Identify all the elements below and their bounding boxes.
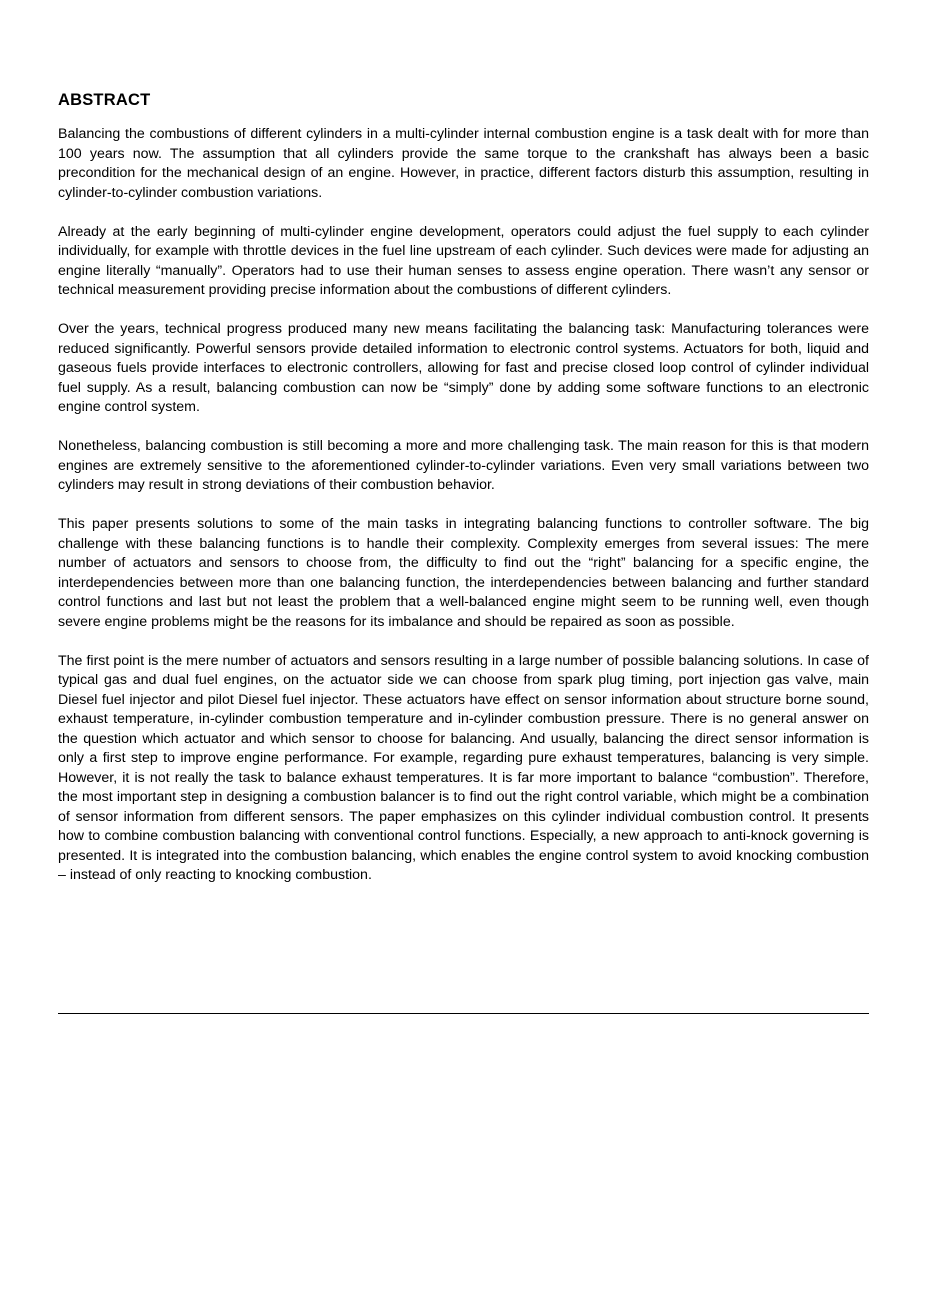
abstract-paragraph: This paper presents solutions to some of the main tasks in integrating balancing functions to controller software. The big challenge with these balancing functions is to handle their complexity. Complexity emerges from several issues: The mere number of actuators and sensors to choose from, the difficulty to find out the “right” balancing for a specific engine, the interdependencies between more than one balancing function, the interdependencies between balancing and further standard control functions and last but not least the problem that a well-balanced engine might seem to be running well, even though severe engine problems might be the reasons for its imbalance and should be repaired as soon as possible. [58, 516, 869, 630]
abstract-paragraph: Already at the early beginning of multi-cylinder engine development, operators could adjust the fuel supply to each cylinder individually, for example with throttle devices in the fuel line upstream of each cylinder. Such devices were made for adjusting an engine literally “manually”. Operators had to use their human senses to assess engine operation. There wasn’t any sensor or technical measurement providing precise information about the combustions of different cylinders. [58, 223, 869, 298]
abstract-paragraph: Over the years, technical progress produced many new means facilitating the balancing task: Manufacturing tolerances were reduced significantly. Powerful sensors provide detailed information to electronic control systems. Actuators for both, liquid and gaseous fuels provide interfaces to electronic controllers, allowing for fast and precise closed loop control of cylinder individual fuel supply. As a result, balancing combustion can now be “simply” done by adding some software functions to an electronic engine control system. [58, 321, 869, 415]
abstract-paragraph: Nonetheless, balancing combustion is still becoming a more and more challenging task. The main reason for this is that modern engines are extremely sensitive to the aforementioned cylinder-to-cylinder variations. Even very small variations between two cylinders may result in strong deviations of their combustion behavior. [58, 438, 869, 493]
abstract-paragraph: Balancing the combustions of different cylinders in a multi-cylinder internal combustion engine is a task dealt with for more than 100 years now. The assumption that all cylinders provide the same torque to the crankshaft has always been a basic precondition for the mechanical design of an engine. However, in practice, different factors disturb this assumption, resulting in cylinder-to-cylinder combustion variations. [58, 126, 869, 201]
abstract-paragraph: The first point is the mere number of actuators and sensors resulting in a large number of possible balancing solutions. In case of typical gas and dual fuel engines, on the actuator side we can choose from spark plug timing, port injection gas valve, main Diesel fuel injector and pilot Diesel fuel injector. These actuators have effect on sensor information about structure borne sound, exhaust temperature, in-cylinder combustion temperature and in-cylinder combustion pressure. There is no general answer on the question which actuator and which sensor to choose for balancing. And usually, balancing the direct sensor information is only a first step to improve engine performance. For example, regarding pure exhaust temperatures, balancing is very simple. However, it is not really the task to balance exhaust temperatures. It is far more important to balance “combustion”. Therefore, the most important step in designing a combustion balancer is to find out the right control variable, which might be a combination of sensor information from different sensors. The paper emphasizes on this cylinder individual combustion control. It presents how to combine combustion balancing with conventional control functions. Especially, a new approach to anti-knock governing is presented. It is integrated into the combustion balancing, which enables the engine control system to avoid knocking combustion – instead of only reacting to knocking combustion. [58, 652, 869, 883]
abstract-body [58, 125, 869, 905]
footer-divider [58, 1013, 869, 1014]
abstract-heading: ABSTRACT [58, 91, 151, 109]
